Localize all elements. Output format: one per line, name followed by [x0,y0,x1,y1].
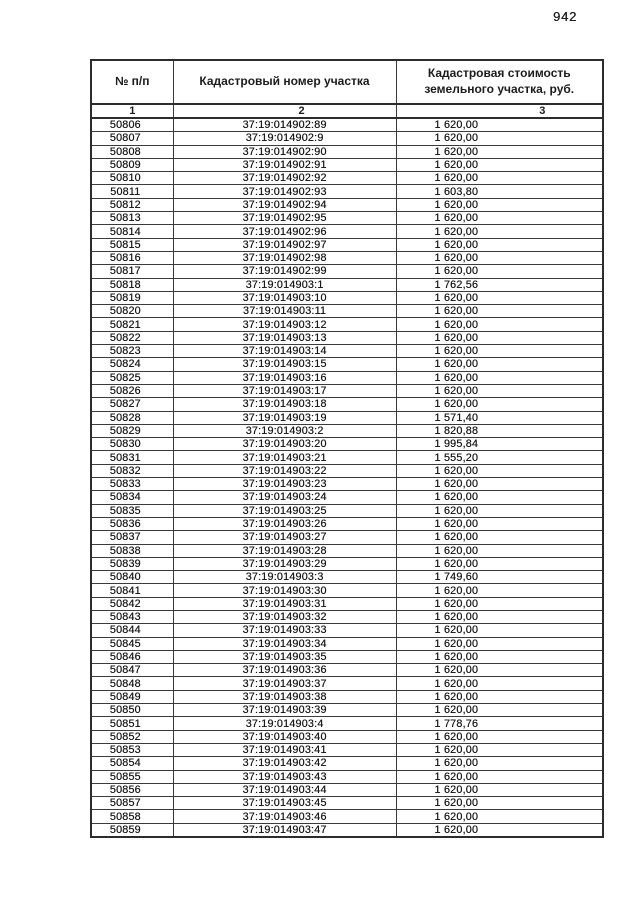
cadastral-number-cell: 37:19:014903:28 [173,544,396,557]
table-header-row [91,60,603,104]
cadastral-number-cell: 37:19:014903:24 [173,491,396,504]
table-row [91,371,603,384]
table-row [91,704,603,717]
table-row [91,198,603,211]
cadastral-number-cell: 37:19:014902:96 [173,225,396,238]
cadastral-number-cell: 37:19:014903:32 [173,610,396,623]
cadastral-number-cell: 37:19:014903:38 [173,690,396,703]
cadastral-value-cell: 1 620,00 [396,783,603,796]
row-number-cell: 50858 [91,810,173,823]
cadastral-number-cell: 37:19:014903:17 [173,384,396,397]
table-row [91,610,603,623]
table-row [91,438,603,451]
table-row [91,172,603,185]
column-number-1: 1 [91,104,173,118]
table-row [91,278,603,291]
cadastral-value-cell: 1 620,00 [396,597,603,610]
row-number-cell: 50857 [91,797,173,810]
cadastral-number-cell: 37:19:014903:12 [173,318,396,331]
row-number-cell: 50836 [91,517,173,530]
cadastral-value-cell: 1 820,88 [396,424,603,437]
row-number-cell: 50833 [91,478,173,491]
cadastral-number-cell: 37:19:014902:9 [173,132,396,145]
row-number-cell: 50812 [91,198,173,211]
cadastral-value-cell: 1 620,00 [396,730,603,743]
cadastral-number-cell: 37:19:014903:45 [173,797,396,810]
cadastral-value-cell: 1 571,40 [396,411,603,424]
cadastral-number-cell: 37:19:014902:97 [173,238,396,251]
cadastral-number-cell: 37:19:014903:16 [173,371,396,384]
header-cadastral-number: Кадастровый номер участка [173,60,396,104]
page-number: 942 [553,9,578,24]
table-row [91,571,603,584]
cadastral-number-cell: 37:19:014902:99 [173,265,396,278]
row-number-cell: 50825 [91,371,173,384]
cadastral-number-cell: 37:19:014903:46 [173,810,396,823]
row-number-cell: 50807 [91,132,173,145]
table-row [91,743,603,756]
table-row [91,451,603,464]
table-row [91,584,603,597]
cadastral-number-cell: 37:19:014903:35 [173,650,396,663]
cadastral-value-cell: 1 620,00 [396,823,603,837]
row-number-cell: 50835 [91,504,173,517]
cadastral-number-cell: 37:19:014903:29 [173,557,396,570]
row-number-cell: 50834 [91,491,173,504]
column-number-2: 2 [173,104,396,118]
cadastral-number-cell: 37:19:014903:18 [173,398,396,411]
row-number-cell: 50821 [91,318,173,331]
cadastral-value-cell: 1 620,00 [396,398,603,411]
cadastral-number-cell: 37:19:014903:33 [173,624,396,637]
header-cadastral-value: Кадастровая стоимость земельного участка, руб. [396,60,603,104]
row-number-cell: 50806 [91,118,173,132]
cadastral-value-cell: 1 620,00 [396,251,603,264]
cadastral-number-cell: 37:19:014903:31 [173,597,396,610]
row-number-cell: 50808 [91,145,173,158]
row-number-cell: 50819 [91,291,173,304]
row-number-cell: 50847 [91,664,173,677]
row-number-cell: 50852 [91,730,173,743]
cadastral-number-cell: 37:19:014903:47 [173,823,396,837]
cadastral-value-cell: 1 620,00 [396,331,603,344]
table-row [91,424,603,437]
column-number-row [91,104,603,118]
cadastral-value-cell: 1 762,56 [396,278,603,291]
row-number-cell: 50850 [91,704,173,717]
table-row [91,291,603,304]
cadastral-value-cell: 1 620,00 [396,624,603,637]
table-row [91,783,603,796]
cadastral-value-cell: 1 995,84 [396,438,603,451]
cadastral-number-cell: 37:19:014903:15 [173,358,396,371]
table-row [91,624,603,637]
table-row [91,650,603,663]
table-row [91,251,603,264]
table-row [91,544,603,557]
row-number-cell: 50815 [91,238,173,251]
cadastral-number-cell: 37:19:014903:23 [173,478,396,491]
cadastral-number-cell: 37:19:014903:26 [173,517,396,530]
table-row [91,797,603,810]
cadastral-value-cell: 1 603,80 [396,185,603,198]
row-number-cell: 50854 [91,757,173,770]
row-number-cell: 50813 [91,212,173,225]
cadastral-number-cell: 37:19:014903:42 [173,757,396,770]
row-number-cell: 50838 [91,544,173,557]
cadastral-value-cell: 1 620,00 [396,517,603,530]
cadastral-value-cell: 1 620,00 [396,757,603,770]
cadastral-value-cell: 1 555,20 [396,451,603,464]
row-number-cell: 50846 [91,650,173,663]
cadastral-number-cell: 37:19:014902:91 [173,158,396,171]
cadastral-number-cell: 37:19:014903:2 [173,424,396,437]
cadastral-value-cell: 1 620,00 [396,371,603,384]
row-number-cell: 50837 [91,531,173,544]
cadastral-number-cell: 37:19:014903:44 [173,783,396,796]
cadastral-number-cell: 37:19:014903:30 [173,584,396,597]
cadastral-number-cell: 37:19:014903:10 [173,291,396,304]
table-row [91,730,603,743]
cadastral-value-cell: 1 620,00 [396,610,603,623]
cadastral-number-cell: 37:19:014902:92 [173,172,396,185]
row-number-cell: 50811 [91,185,173,198]
cadastral-number-cell: 37:19:014902:95 [173,212,396,225]
cadastral-value-cell: 1 620,00 [396,198,603,211]
table-row [91,185,603,198]
cadastral-value-cell: 1 620,00 [396,743,603,756]
cadastral-value-cell: 1 620,00 [396,544,603,557]
cadastral-value-cell: 1 620,00 [396,664,603,677]
row-number-cell: 50822 [91,331,173,344]
table-row [91,238,603,251]
table-row [91,637,603,650]
cadastral-number-cell: 37:19:014902:89 [173,118,396,132]
table-row [91,305,603,318]
cadastral-number-cell: 37:19:014903:25 [173,504,396,517]
row-number-cell: 50826 [91,384,173,397]
cadastral-number-cell: 37:19:014903:41 [173,743,396,756]
row-number-cell: 50830 [91,438,173,451]
cadastral-value-cell: 1 620,00 [396,810,603,823]
table-row [91,557,603,570]
cadastral-value-cell: 1 749,60 [396,571,603,584]
cadastral-value-cell: 1 620,00 [396,345,603,358]
row-number-cell: 50845 [91,637,173,650]
row-number-cell: 50824 [91,358,173,371]
table-row [91,358,603,371]
cadastral-value-cell: 1 620,00 [396,770,603,783]
row-number-cell: 50856 [91,783,173,796]
cadastral-value-cell: 1 620,00 [396,265,603,278]
table-row [91,717,603,730]
table-row [91,158,603,171]
row-number-cell: 50817 [91,265,173,278]
cadastral-value-cell: 1 620,00 [396,704,603,717]
row-number-cell: 50842 [91,597,173,610]
table-row [91,770,603,783]
row-number-cell: 50853 [91,743,173,756]
table-row [91,225,603,238]
header-row-number: № п/п [91,60,173,104]
cadastral-number-cell: 37:19:014903:37 [173,677,396,690]
cadastral-value-cell: 1 620,00 [396,145,603,158]
cadastral-value-cell: 1 620,00 [396,305,603,318]
cadastral-number-cell: 37:19:014902:90 [173,145,396,158]
table-row [91,411,603,424]
cadastral-number-cell: 37:19:014903:40 [173,730,396,743]
cadastral-number-cell: 37:19:014903:19 [173,411,396,424]
cadastral-value-cell: 1 620,00 [396,172,603,185]
cadastral-value-cell: 1 620,00 [396,225,603,238]
row-number-cell: 50855 [91,770,173,783]
row-number-cell: 50829 [91,424,173,437]
table-row [91,265,603,278]
cadastral-value-cell: 1 620,00 [396,504,603,517]
row-number-cell: 50848 [91,677,173,690]
table-row [91,212,603,225]
table-row [91,318,603,331]
table-row [91,384,603,397]
cadastral-value-cell: 1 620,00 [396,464,603,477]
cadastral-number-cell: 37:19:014902:94 [173,198,396,211]
row-number-cell: 50827 [91,398,173,411]
row-number-cell: 50816 [91,251,173,264]
cadastral-value-cell: 1 620,00 [396,797,603,810]
cadastral-number-cell: 37:19:014903:34 [173,637,396,650]
table-row [91,331,603,344]
cadastral-number-cell: 37:19:014903:13 [173,331,396,344]
cadastral-value-cell: 1 620,00 [396,318,603,331]
table-row [91,757,603,770]
cadastral-table [90,59,604,838]
table-row [91,823,603,837]
cadastral-value-cell: 1 620,00 [396,690,603,703]
cadastral-number-cell: 37:19:014903:21 [173,451,396,464]
cadastral-number-cell: 37:19:014903:4 [173,717,396,730]
row-number-cell: 50823 [91,345,173,358]
cadastral-value-cell: 1 620,00 [396,212,603,225]
table-row [91,398,603,411]
table-row [91,491,603,504]
cadastral-number-cell: 37:19:014903:20 [173,438,396,451]
table-row [91,664,603,677]
row-number-cell: 50849 [91,690,173,703]
cadastral-value-cell: 1 620,00 [396,677,603,690]
row-number-cell: 50832 [91,464,173,477]
cadastral-number-cell: 37:19:014903:22 [173,464,396,477]
cadastral-value-cell: 1 620,00 [396,158,603,171]
table-row [91,464,603,477]
table-row [91,478,603,491]
cadastral-number-cell: 37:19:014903:14 [173,345,396,358]
row-number-cell: 50841 [91,584,173,597]
table-row [91,690,603,703]
cadastral-value-cell: 1 620,00 [396,491,603,504]
cadastral-number-cell: 37:19:014903:1 [173,278,396,291]
cadastral-number-cell: 37:19:014903:27 [173,531,396,544]
cadastral-value-cell: 1 620,00 [396,650,603,663]
cadastral-number-cell: 37:19:014902:93 [173,185,396,198]
row-number-cell: 50818 [91,278,173,291]
table-row [91,345,603,358]
row-number-cell: 50859 [91,823,173,837]
cadastral-value-cell: 1 620,00 [396,132,603,145]
row-number-cell: 50840 [91,571,173,584]
row-number-cell: 50844 [91,624,173,637]
table-row [91,132,603,145]
cadastral-number-cell: 37:19:014903:43 [173,770,396,783]
cadastral-value-cell: 1 620,00 [396,358,603,371]
cadastral-value-cell: 1 620,00 [396,557,603,570]
table-row [91,531,603,544]
cadastral-number-cell: 37:19:014902:98 [173,251,396,264]
row-number-cell: 50814 [91,225,173,238]
table-row [91,810,603,823]
cadastral-number-cell: 37:19:014903:39 [173,704,396,717]
cadastral-value-cell: 1 778,76 [396,717,603,730]
row-number-cell: 50820 [91,305,173,318]
table-row [91,118,603,132]
cadastral-value-cell: 1 620,00 [396,384,603,397]
row-number-cell: 50851 [91,717,173,730]
cadastral-number-cell: 37:19:014903:11 [173,305,396,318]
table-row [91,597,603,610]
cadastral-number-cell: 37:19:014903:36 [173,664,396,677]
row-number-cell: 50831 [91,451,173,464]
row-number-cell: 50810 [91,172,173,185]
cadastral-value-cell: 1 620,00 [396,584,603,597]
row-number-cell: 50843 [91,610,173,623]
cadastral-number-cell: 37:19:014903:3 [173,571,396,584]
table-row [91,517,603,530]
row-number-cell: 50839 [91,557,173,570]
row-number-cell: 50828 [91,411,173,424]
column-number-3: 3 [396,104,603,118]
table-row [91,504,603,517]
cadastral-value-cell: 1 620,00 [396,478,603,491]
cadastral-value-cell: 1 620,00 [396,238,603,251]
table-row [91,145,603,158]
cadastral-value-cell: 1 620,00 [396,531,603,544]
cadastral-value-cell: 1 620,00 [396,118,603,132]
cadastral-value-cell: 1 620,00 [396,637,603,650]
table-row [91,677,603,690]
row-number-cell: 50809 [91,158,173,171]
cadastral-value-cell: 1 620,00 [396,291,603,304]
